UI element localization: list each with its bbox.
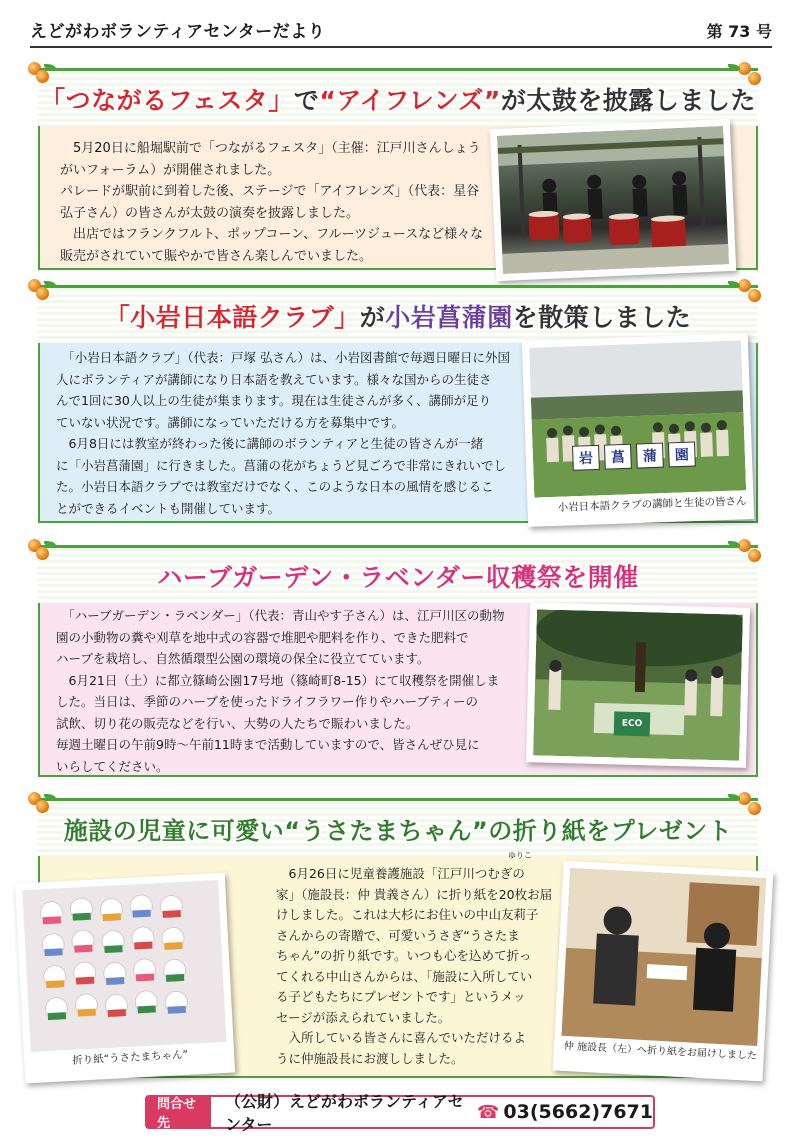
orange-ball-icon [748, 72, 761, 85]
orange-ball-icon [36, 800, 49, 813]
article-body: 5月20日に船堀駅前で「つながるフェスタ」（主催：江戸川さんしょう がいフォーラム）が開催されました。 パレードが駅前に到着した後、ステージで「アイフレンズ」（代表：星谷 弘子さん）の皆さんが太鼓の演奏を披露しました。 出店ではフランクフルト、ポップコーン、フルーツジュースなど様々な 販売がされていて賑やかで皆さん楽しんでいました。 [60, 141, 484, 264]
contact-footer [145, 1092, 655, 1134]
orange-ball-icon [748, 549, 761, 562]
article-title: 施設の児童に可愛い“うさたまちゃん”の折り紙をプレゼント [63, 817, 733, 845]
photo-caption: 折り紙“うさたまちゃん” [71, 1048, 189, 1067]
handover-illustration [561, 868, 766, 1046]
article-banner [38, 545, 758, 603]
group-photo-illustration [529, 340, 746, 497]
article-banner [38, 798, 758, 856]
taiko-drums-illustration [497, 126, 729, 274]
article-koiwa-japanese-club [38, 285, 758, 530]
iris-garden-group-photo [522, 333, 754, 527]
article-title: ハーブガーデン・ラベンダー収穫祭を開催 [157, 562, 639, 592]
orange-ball-icon [36, 547, 49, 560]
article-origami-present [38, 798, 758, 1083]
page-header [30, 18, 772, 48]
harvest-festival-photo [526, 602, 750, 768]
sign-board: 菖 [610, 449, 626, 466]
festival-illustration [533, 609, 743, 760]
taiko-performance-photo [490, 119, 736, 281]
handover-photo [553, 861, 774, 1082]
article-banner [38, 68, 758, 126]
orange-ball-icon [36, 70, 49, 83]
phone-icon: ☎ [477, 1101, 500, 1123]
article-body: 「小岩日本語クラブ」（代表：戸塚 弘さん）は、小岩図書館で毎週日曜日に外国 人にボランティアが講師になり日本語を教えています。様々な国からの生徒さ んで1回に30人以上の生徒が集まります。現在は生徒さんが多く、講師が足り ていない状況です。講師になっていただける方を募集中です。 6月8日には教室が終わった後に講師のボランティアと生徒の皆さんが一緒 に「小岩菖蒲園」に行きました。菖蒲の花がちょうど見ごろで非常にきれいでし た。小岩日本語クラブでは教室だけでなく、このような日本の風情を感じるこ とができるイベントも開催しています。 [56, 350, 510, 516]
origami-rabbits-illustration [22, 880, 226, 1052]
origami-photo [15, 873, 235, 1084]
publication-title: えどがわボランティアセンターだより [30, 22, 326, 42]
photo-caption: 仲 施設長（左）へ折り紙をお届けしました [563, 1040, 758, 1063]
sign-board: 園 [674, 447, 690, 464]
article-tsunagaru-festa [38, 68, 758, 270]
article-herb-garden [38, 545, 758, 777]
phone-number[interactable]: 03(5662)7671 [503, 1101, 653, 1123]
article-body: 「ハーブガーデン・ラベンダー」（代表：青山やす子さん）は、江戸川区の動物 園の小動物の糞や刈草を地中式の容器で堆肥や肥料を作り、できた肥料で ハーブを栽培し、自然循環型公園の環境の保全に役立てています。 6月21日（土）に都立篠崎公園17号地（篠崎町8-15）にて収穫祭を開催しま した。当日は、季節のハーブを使ったドライフラワー作りやハーブティーの 試飲、切り花の販売などを行い、大勢の人たちで賑わいました。 毎週土曜日の午前9時〜午前11時まで活動していますので、皆さんぜひ見に いらしてください。 [56, 608, 505, 774]
article-banner [38, 285, 758, 343]
sign-board: 岩 [578, 450, 594, 468]
orange-ball-icon [748, 802, 761, 815]
sign-board: 蒲 [642, 448, 658, 465]
issue-number: 第 73 号 [706, 22, 772, 41]
article-title: 「小岩日本語クラブ」が小岩菖蒲園を散策しました [104, 302, 692, 332]
contact-label: 問合せ先 [147, 1097, 211, 1127]
article-title: 「つながるフェスタ」で“アイフレンズ”が太鼓を披露しました [40, 85, 756, 115]
ruby-text: ゆりこ [508, 851, 532, 860]
eco-banner: ECO [621, 718, 643, 730]
article-body: 6月26日に児童養護施設「江戸川つむぎの 家」（施設長：仲 貴義さん）に折り紙を20枚お届 けしました。これは大杉にお住いの中山友莉子 さんからの寄贈で、可愛いうさぎ“うさたま ちゃん”の折り紙です。いつも心を込めて折っ てくれる中山さんからは、「施設に入所してい る子どもたちにプレゼントです」というメッ セージが添えられていました。 入所している皆さんに喜んでいただけるよ うに仲施設長にお渡ししました。 [276, 866, 553, 1066]
organization-name: （公財）えどがわボランティアセンター [225, 1092, 464, 1134]
orange-ball-icon [748, 289, 761, 302]
orange-ball-icon [36, 287, 49, 300]
photo-caption: 小岩日本語クラブの講師と生徒の皆さん [557, 495, 747, 514]
